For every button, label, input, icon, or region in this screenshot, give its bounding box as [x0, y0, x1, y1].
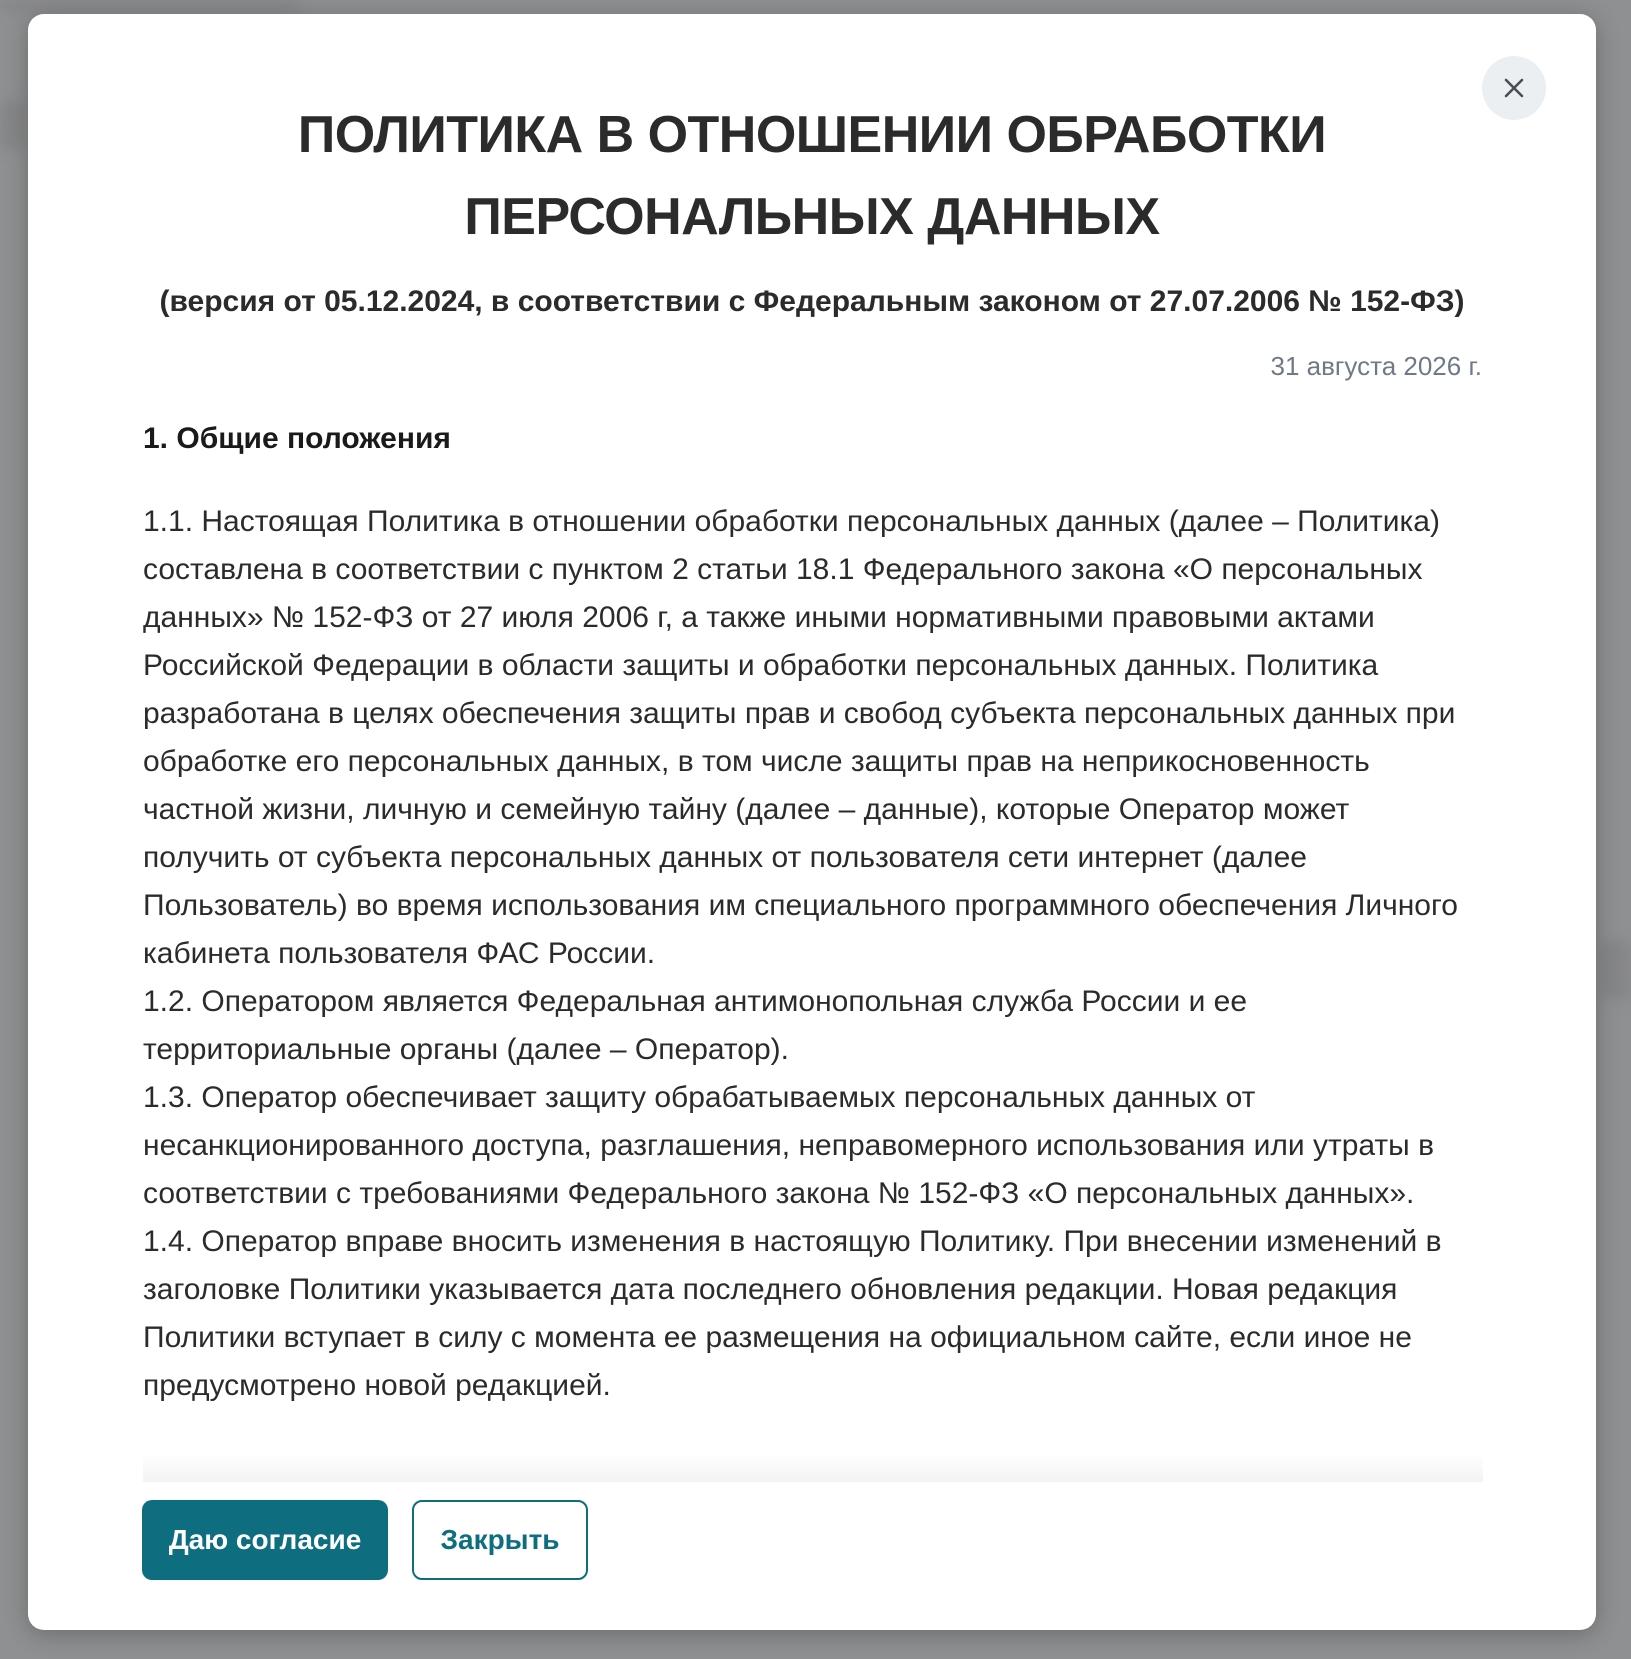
policy-modal: [28, 14, 1596, 1630]
policy-paragraph: 1.4. Оператор вправе вносить изменения в настоящую Политику. При внесении изменений в заголовке Политики указывается дата последнего обновления редакции. Новая редакция Политики вступает в силу с момента ее размещения на официальном сайте, если иное не предусмотрено новой редакцией.: [143, 1225, 1442, 1402]
policy-paragraph: 1.3. Оператор обеспечивает защиту обрабатываемых персональных данных от несанкционированного доступа, разглашения, неправомерного использования или утраты в соответствии с требованиями Федерального закона № 152-ФЗ «О персональных данных».: [143, 1081, 1435, 1210]
policy-paragraph: 1.1. Настоящая Политика в отношении обработки персональных данных (далее – Политика) составлена в соответствии с пунктом 2 статьи 18.1 Федерального закона «О персональных данных» № 152-ФЗ от 27 июля 2006 г, а также иными нормативными правовыми актами Российской Федерации в области защиты и обработки персональных данных. Политика разработана в целях обеспечения защиты прав и свобод субъекта персональных данных при обработке его персональных данных, в том числе защиты прав на неприкосновенность частной жизни, личную и семейную тайну (далее – данные), которые Оператор может получить от субъекта персональных данных от пользователя сети интернет (далее Пользователь) во время использования им специального программного обеспечения Личного кабинета пользователя ФАС России.: [143, 505, 1458, 970]
policy-text: [143, 498, 1473, 1410]
agree-button[interactable]: Даю согласие: [142, 1500, 388, 1580]
policy-version-subtitle: (версия от 05.12.2024, в соответствии с Федеральным законом от 27.07.2006 № 152-ФЗ): [159, 285, 1465, 318]
backdrop-shape: [0, 100, 26, 150]
policy-scroll-area[interactable]: [143, 418, 1483, 1478]
policy-date: 31 августа 2026 г.: [1270, 351, 1482, 381]
backdrop-shape: [0, 0, 300, 12]
page-title: ПОЛИТИКА В ОТНОШЕНИИ ОБРАБОТКИ ПЕРСОНАЛЬНЫХ ДАННЫХ: [297, 106, 1327, 246]
policy-paragraph: 1.2. Оператором является Федеральная антимонопольная служба России и ее территориальные органы (далее – Оператор).: [143, 985, 1248, 1066]
section-heading: 1. Общие положения: [143, 422, 451, 455]
cancel-button[interactable]: Закрыть: [412, 1500, 588, 1580]
backdrop-shape: [1600, 940, 1631, 1000]
